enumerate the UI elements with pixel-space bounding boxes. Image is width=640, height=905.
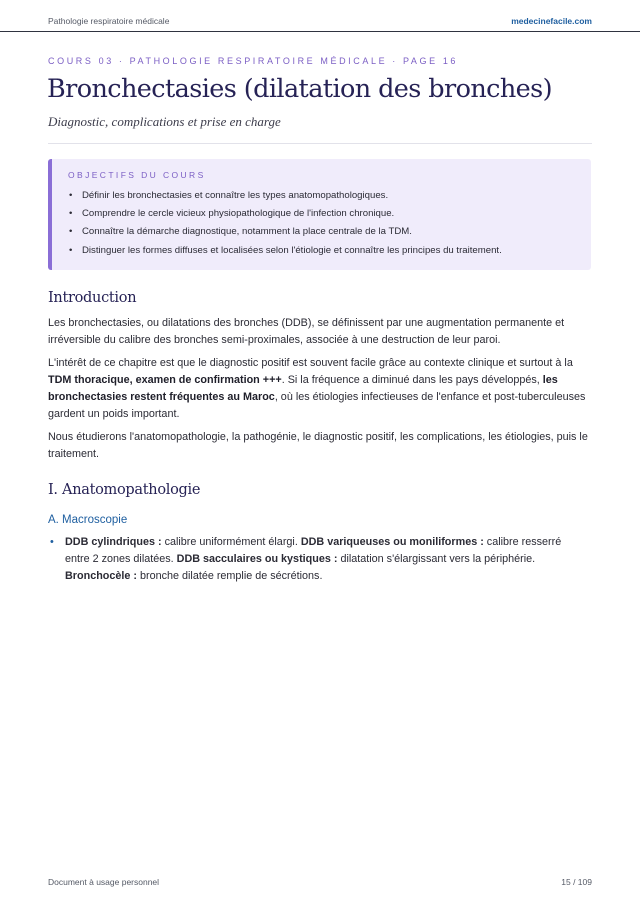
running-header <box>48 13 592 29</box>
course-eyebrow: COURS 03 · PATHOLOGIE RESPIRATOIRE MÉDICALE · PAGE 16 <box>48 56 459 66</box>
introduction-paragraph-1: Les bronchectasies, ou dilatations des bronches (DDB), se définissent par une augmentation permanente et irréversible du calibre des bronches semi-proximales, associée à une destruction de leur paroi. <box>48 317 565 346</box>
objective-item: • Comprendre le cercle vicieux physiopathologique de l'infection chronique. <box>68 205 577 223</box>
objectives-list <box>68 187 577 260</box>
running-header-title: Pathologie respiratoire médicale <box>48 16 170 26</box>
objectives-box <box>48 159 591 270</box>
page-footer <box>48 877 592 887</box>
introduction-paragraph-3: Nous étudierons l'anatomopathologie, la pathogénie, le diagnostic positif, les complications, les étiologies, puis le traitement. <box>48 431 588 460</box>
page-number: 15 / 109 <box>561 877 592 887</box>
macroscopie-list <box>48 534 578 585</box>
objectives-heading: OBJECTIFS DU COURS <box>68 170 206 180</box>
site-name: medecinefacile.com <box>511 16 592 26</box>
list-item: • DDB cylindriques : calibre uniformément élargi. DDB variqueuses ou moniliformes : calibre resserré entre 2 zones dilatées. DDB sacculaires ou kystiques : dilatation s'élargissant vers la périphérie. Bronchocèle : bronche dilatée remplie de sécrétions. <box>48 534 578 585</box>
introduction-paragraph-2: L'intérêt de ce chapitre est que le diagnostic positif est souvent facile grâce au contexte clinique et surtout à la TDM thoracique, examen de confirmation +++. Si la fréquence a diminué dans les pays développés, les bronchectasies restent fréquentes au Maroc, où les étiologies infectieuses de l'enfance et post-tuberculeuses gardent un poids important. <box>48 357 586 420</box>
header-divider <box>0 31 640 32</box>
title-divider <box>48 143 592 144</box>
objective-item: • Connaître la démarche diagnostique, notamment la place centrale de la TDM. <box>68 223 577 241</box>
page-subtitle: Diagnostic, complications et prise en charge <box>48 114 281 129</box>
objective-item: • Distinguer les formes diffuses et localisées selon l'étiologie et connaître les principes du traitement. <box>68 242 577 260</box>
subsection-macroscopie-heading: A. Macroscopie <box>48 514 128 526</box>
introduction-heading: Introduction <box>48 290 137 306</box>
objective-item: • Définir les bronchectasies et connaître les types anatomopathologiques. <box>68 187 577 205</box>
emphasis-tdm: TDM thoracique, examen de confirmation +++ <box>48 374 282 386</box>
page-title: Bronchectasies (dilatation des bronches) <box>47 74 553 104</box>
section-anatomopathologie-heading: I. Anatomopathologie <box>48 482 201 498</box>
emphasis-maroc: les bronchectasies restent fréquentes au Maroc <box>48 374 558 403</box>
footer-note: Document à usage personnel <box>48 877 160 887</box>
